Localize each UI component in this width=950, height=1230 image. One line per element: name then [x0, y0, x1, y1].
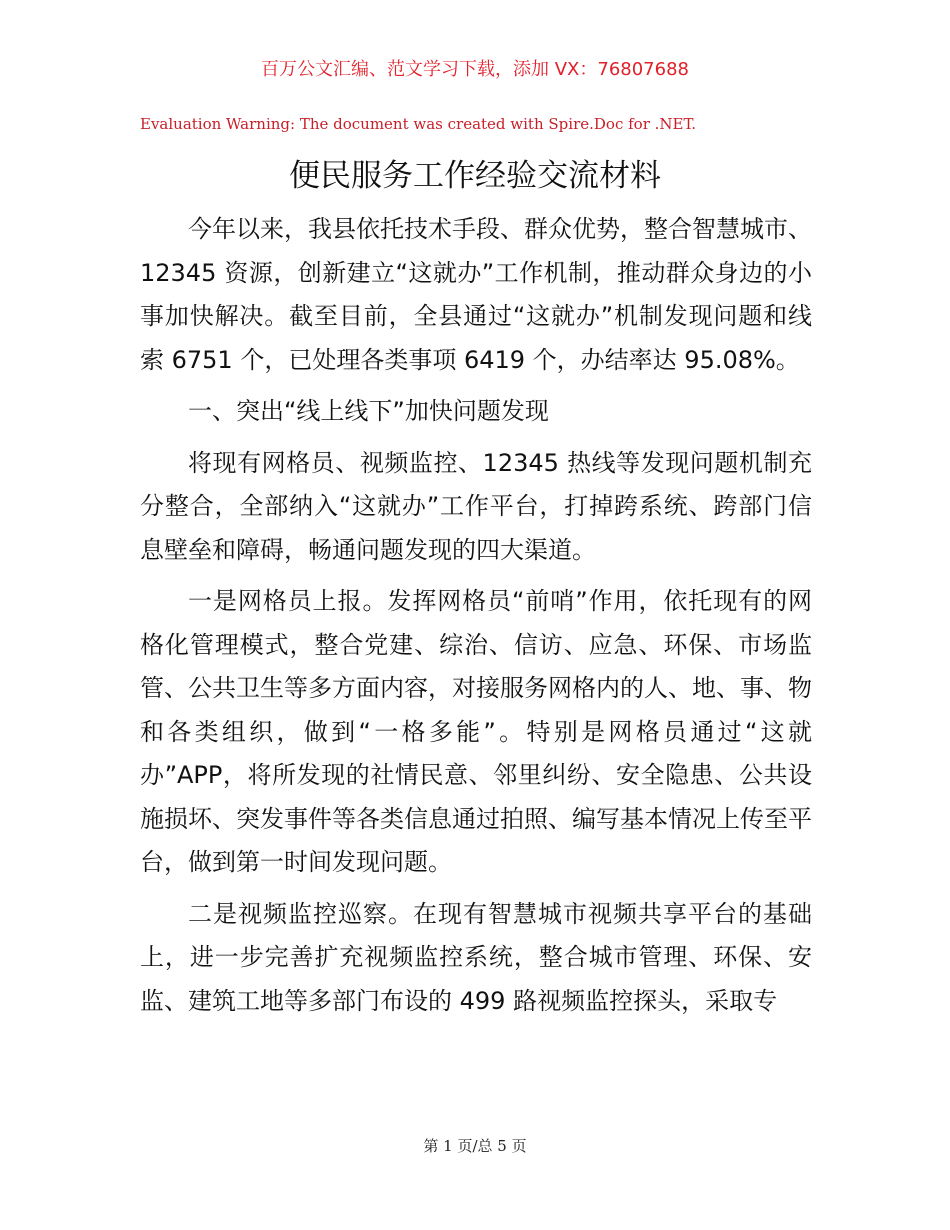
section-heading-1: 一、突出“线上线下”加快问题发现: [188, 397, 549, 425]
page-indicator: 第 1 页/总 5 页: [423, 1137, 527, 1155]
header-ad-text: 百万公文汇编、范文学习下载，添加 VX：76807688: [261, 59, 689, 80]
paragraph-section-1: 将现有网格员、视频监控、12345 热线等发现问题机制充分整合，全部纳入“这就办”工作平台，打掉跨系统、跨部门信息壁垒和障碍，畅通问题发现的四大渠道。: [140, 448, 812, 564]
paragraph-grid-report: 一是网格员上报。发挥网格员“前哨”作用，依托现有的网格化管理模式，整合党建、综治、信访、应急、环保、市场监管、公共卫生等多方面内容，对接服务网格内的人、地、事、物和各类组织，做到“一格多能”。特别是网格员通过“这就办”APP，将所发现的社情民意、邻里纠纷、安全隐患、公共设施损坏、突发事件等各类信息通过拍照、编写基本情况上传至平台，做到第一时间发现问题。: [140, 587, 812, 876]
evaluation-warning: Evaluation Warning: The document was created with Spire.Doc for .NET.: [140, 115, 697, 133]
paragraph-video-patrol: 二是视频监控巡察。在现有智慧城市视频共享平台的基础上，进一步完善扩充视频监控系统，整合城市管理、环保、安监、建筑工地等多部门布设的 499 路视频监控探头，采取专: [140, 899, 812, 1015]
document-body: [140, 208, 812, 1031]
paragraph-intro: 今年以来，我县依托技术手段、群众优势，整合智慧城市、12345 资源，创新建立“这就办”工作机制，推动群众身边的小事加快解决。截至目前，全县通过“这就办”机制发现问题和线索 6751 个，已处理各类事项 6419 个，办结率达 95.08%。: [140, 215, 812, 374]
document-title: 便民服务工作经验交流材料: [289, 158, 661, 194]
